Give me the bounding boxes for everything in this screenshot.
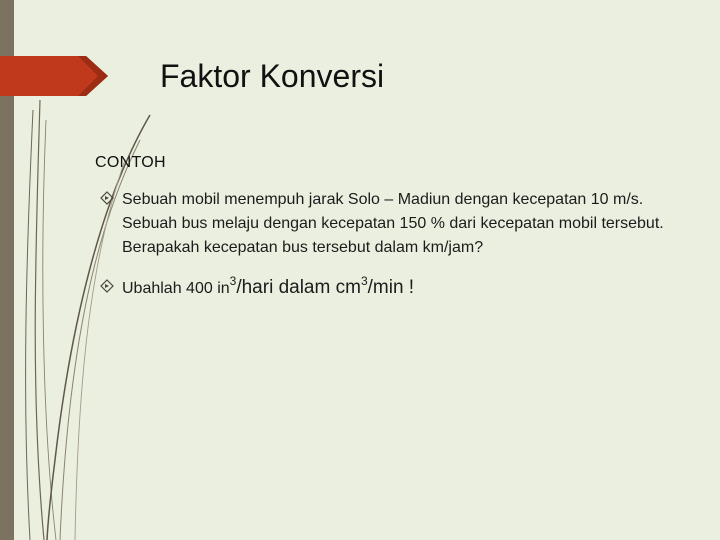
bullet-item <box>100 188 680 260</box>
bullet-text-suffix: /min ! <box>367 277 415 298</box>
section-heading: CONTOH <box>95 154 166 171</box>
exponent: 3 <box>229 274 237 288</box>
slide-title: Faktor Konversi <box>160 58 385 94</box>
bullet-item <box>100 276 680 301</box>
bullet-text <box>122 274 415 298</box>
bullet-list <box>100 188 680 317</box>
exponent: 3 <box>360 274 368 288</box>
bullet-text-middle: /hari dalam cm <box>236 277 361 298</box>
title-accent-tab <box>0 56 110 96</box>
diamond-arrow-icon <box>100 279 114 293</box>
bullet-text: Sebuah mobil menempuh jarak Solo – Madiun dengan kecepatan 10 m/s. Sebuah bus melaju dengan kecepatan 150 % dari kecepatan mobil tersebut. Berapakah kecepatan bus tersebut dalam km/jam? <box>122 191 664 256</box>
diamond-arrow-icon <box>100 191 114 205</box>
bullet-text-prefix: Ubahlah 400 in <box>122 280 230 297</box>
